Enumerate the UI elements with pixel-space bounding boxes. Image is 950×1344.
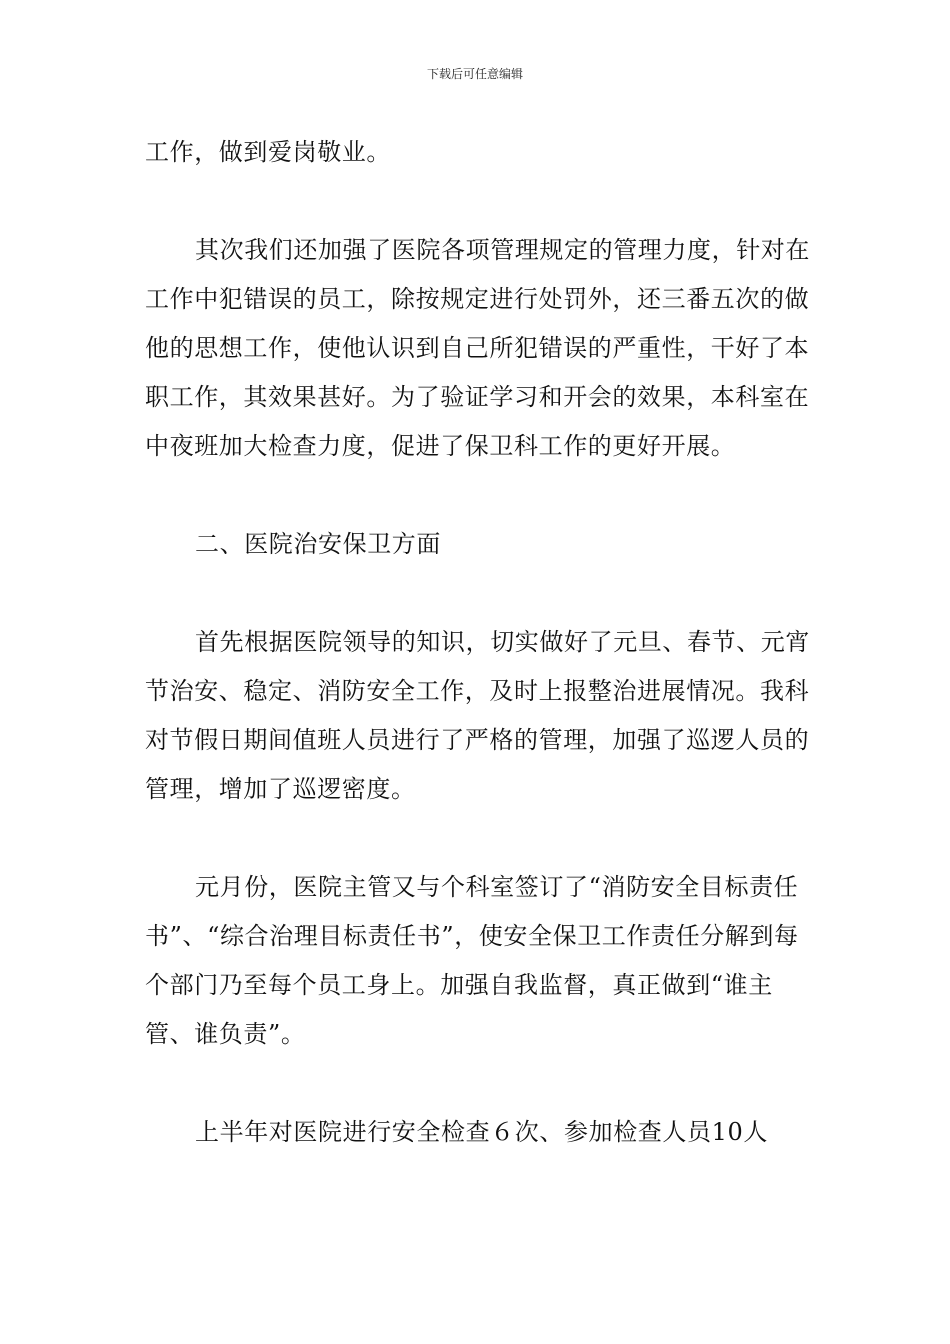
paragraph-gap: [145, 177, 810, 226]
paragraph-inspection: 上半年对医院进行安全检查６次、参加检查人员10人: [195, 1118, 768, 1146]
paragraph-management: 其次我们还加强了医院各项管理规定的管理力度，针对在工作中犯错误的员工，除按规定进行处罚外，还三番五次的做他的思想工作，使他认识到自己所犯错误的严重性，干好了本职工作，其效果甚好。为了验证学习和开会的效果，本科室在中夜班加大检查力度，促进了保卫科工作的更好开展。: [145, 236, 810, 460]
paragraph-responsibility: 元月份，医院主管又与个科室签订了“消防安全目标责任书”、“综合治理目标责任书”，使安全保卫工作责任分解到每个部门乃至每个员工身上。加强自我监督，真正做到“谁主管、谁负责”。: [145, 873, 799, 1048]
section-heading: 二、医院治安保卫方面: [195, 530, 441, 558]
paragraph-gap: [145, 1059, 810, 1108]
paragraph-gap: [145, 569, 810, 618]
document-body: [145, 128, 810, 1157]
paragraph-holiday-security: 首先根据医院领导的知识，切实做好了元旦、春节、元宵节治安、稳定、消防安全工作，及时上报整治进展情况。我科对节假日期间值班人员进行了严格的管理，加强了巡逻人员的管理，增加了巡逻密度。: [145, 628, 810, 803]
paragraph-continuation: 工作，做到爱岗敬业。: [145, 138, 391, 166]
paragraph-gap: [145, 471, 810, 520]
page-header: 下载后可任意编辑: [426, 67, 523, 81]
paragraph-gap: [145, 814, 810, 863]
